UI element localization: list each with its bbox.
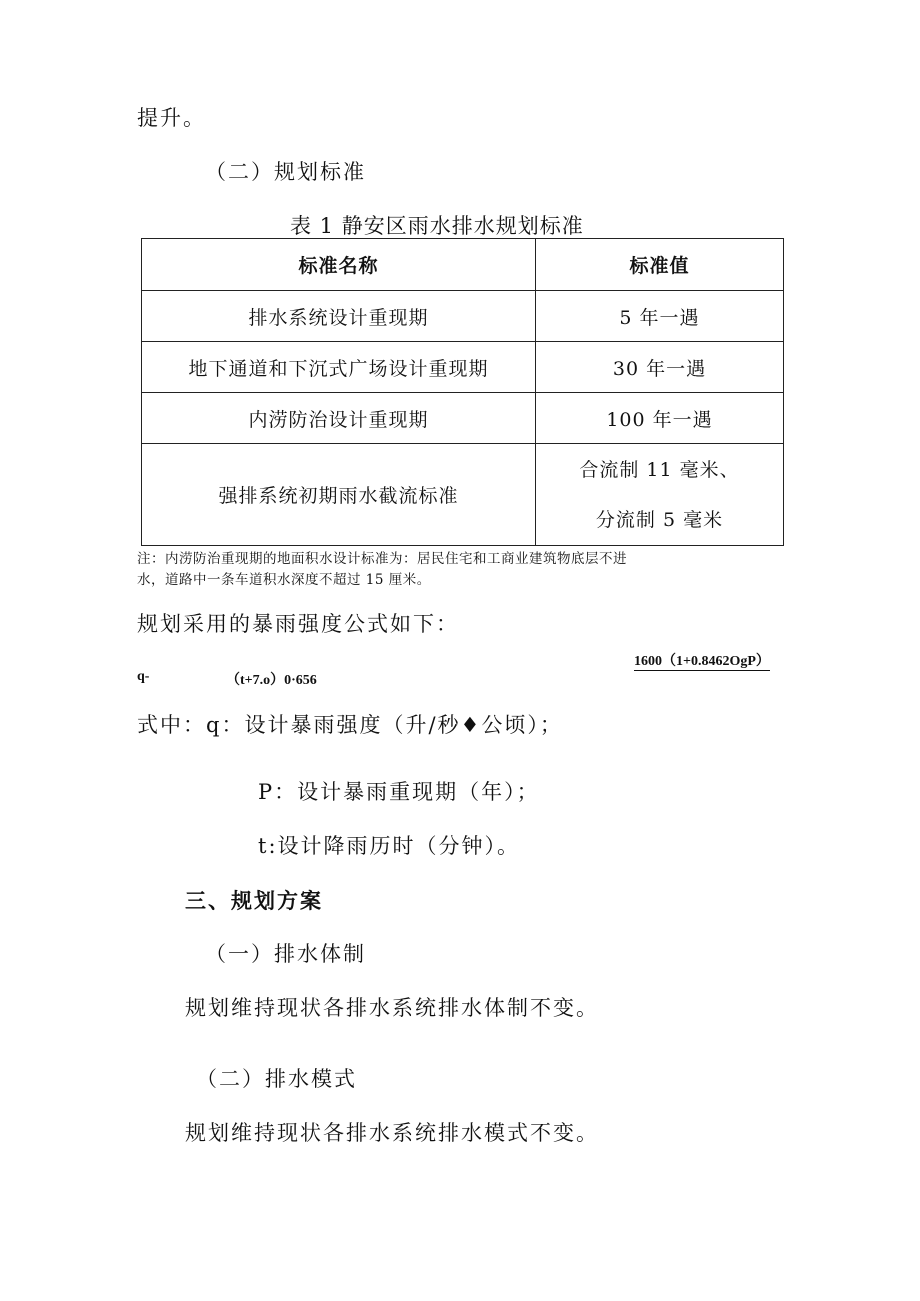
cell-name: 强排系统初期雨水截流标准 (142, 444, 536, 546)
cell-value: 5 年一遇 (536, 291, 784, 342)
table-header-row (142, 239, 784, 291)
paragraph: 规划维持现状各排水系统排水体制不变。 (185, 996, 599, 1020)
definition-q: 式中：q：设计暴雨强度（升/秒♦公顷）； (137, 713, 563, 737)
cell-value-line: 分流制 5 毫米 (595, 508, 724, 531)
subheading-drainage-mode: （二）排水模式 (196, 1067, 357, 1091)
table-row (142, 342, 784, 393)
text-continuation: 提升。 (137, 106, 206, 130)
header-standard-name: 标准名称 (142, 239, 536, 291)
subheading-drainage-system: （一）排水体制 (205, 942, 366, 966)
table-note-line: 水，道路中一条车道积水深度不超过 15 厘米。 (137, 572, 431, 588)
cell-name: 地下通道和下沉式广场设计重现期 (142, 342, 536, 393)
cell-value: 100 年一遇 (536, 393, 784, 444)
cell-name: 排水系统设计重现期 (142, 291, 536, 342)
cell-value: 30 年一遇 (536, 342, 784, 393)
subheading-standards: （二）规划标准 (205, 160, 366, 184)
definition-t: t:设计降雨历时（分钟）。 (258, 834, 521, 858)
table-row (142, 444, 784, 546)
cell-value-line: 合流制 11 毫米、 (579, 458, 740, 481)
formula-intro: 规划采用的暴雨强度公式如下： (137, 612, 459, 636)
table-row (142, 393, 784, 444)
table-note-line: 注：内涝防治重现期的地面积水设计标准为：居民住宅和工商业建筑物底层不进 (137, 551, 627, 567)
formula-numerator-wrap (634, 650, 770, 670)
table-caption: 表 1 静安区雨水排水规划标准 (290, 214, 584, 238)
cell-name: 内涝防治设计重现期 (142, 393, 536, 444)
table-row (142, 291, 784, 342)
cell-value (536, 444, 784, 546)
section-heading: 三、规划方案 (185, 888, 323, 913)
header-standard-value: 标准值 (536, 239, 784, 291)
formula-denominator: （t+7.o）0·656 (226, 673, 317, 688)
formula-q: q- (137, 669, 150, 684)
paragraph: 规划维持现状各排水系统排水模式不变。 (185, 1121, 599, 1145)
standards-table (141, 238, 784, 546)
definition-p: P：设计暴雨重现期（年）； (258, 780, 540, 804)
formula-numerator: 1600（1+0.8462OgP） (634, 654, 770, 669)
